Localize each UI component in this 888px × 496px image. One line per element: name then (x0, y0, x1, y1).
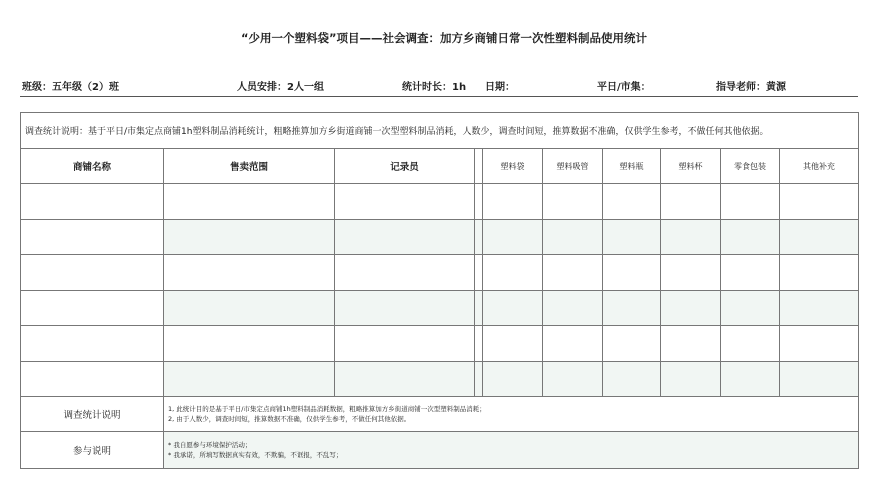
cell[interactable] (335, 255, 475, 291)
stats-note-line: 1, 此统计目的是基于平日/市集定点商铺1h塑料制品消耗数据，粗略推算加方乡街道商铺一次型塑料制品消耗； (168, 405, 486, 413)
stats-note-line: 2, 由于人数少，调查时间短，推算数据不准确，仅供学生参考，不做任何其他依据。 (168, 415, 411, 423)
cell[interactable] (661, 184, 721, 220)
cell[interactable] (483, 326, 543, 362)
stats-note-label: 调查统计说明 (21, 397, 164, 432)
cell[interactable] (164, 290, 335, 326)
cell[interactable] (721, 290, 780, 326)
table-row (21, 326, 859, 362)
cell[interactable] (543, 255, 603, 291)
cell[interactable] (603, 361, 661, 397)
table-row (21, 184, 859, 220)
cell[interactable] (335, 219, 475, 255)
cell (475, 361, 483, 397)
participation-line: * 我承诺，所填写数据真实有效，不欺骗，不诓报，不乱写； (168, 451, 343, 459)
cell[interactable] (543, 326, 603, 362)
cell[interactable] (721, 361, 780, 397)
col-sale-range: 售卖范围 (164, 149, 335, 184)
teacher-info: 指导老师：黄源 (716, 82, 786, 93)
cell[interactable] (603, 184, 661, 220)
date-field: 日期： (485, 82, 515, 93)
cell[interactable] (483, 219, 543, 255)
cell[interactable] (661, 219, 721, 255)
cell[interactable] (721, 326, 780, 362)
cell[interactable] (780, 184, 859, 220)
cell[interactable] (661, 290, 721, 326)
cell[interactable] (603, 290, 661, 326)
col-straw: 塑料吸管 (543, 149, 603, 184)
cell[interactable] (661, 326, 721, 362)
cell (475, 290, 483, 326)
cell[interactable] (661, 361, 721, 397)
cell[interactable] (164, 361, 335, 397)
cell[interactable] (721, 219, 780, 255)
cell[interactable] (21, 255, 164, 291)
table-row (21, 361, 859, 397)
duration-info: 统计时长：1h (402, 82, 467, 93)
cell[interactable] (721, 255, 780, 291)
cell[interactable] (603, 219, 661, 255)
market-field: 平日/市集： (597, 82, 651, 93)
cell[interactable] (21, 326, 164, 362)
table-row (21, 219, 859, 255)
cell[interactable] (603, 326, 661, 362)
cell[interactable] (164, 219, 335, 255)
staff-info: 人员安排：2人一组 (237, 82, 324, 93)
cell (475, 326, 483, 362)
cell[interactable] (780, 361, 859, 397)
cell[interactable] (335, 290, 475, 326)
col-snack-pack: 零食包装 (721, 149, 780, 184)
cell[interactable] (21, 361, 164, 397)
cell[interactable] (21, 290, 164, 326)
cell[interactable] (543, 219, 603, 255)
col-recorder: 记录员 (335, 149, 475, 184)
cell[interactable] (164, 326, 335, 362)
participation-text (164, 432, 859, 469)
table-row (21, 290, 859, 326)
cell[interactable] (543, 184, 603, 220)
participation-row (21, 432, 859, 469)
cell[interactable] (780, 255, 859, 291)
cell[interactable] (21, 219, 164, 255)
cell[interactable] (483, 255, 543, 291)
col-plastic-bag: 塑料袋 (483, 149, 543, 184)
table-row (21, 255, 859, 291)
participation-line: * 我自愿参与环境保护活动； (168, 441, 252, 449)
col-shop-name: 商铺名称 (21, 149, 164, 184)
cell[interactable] (543, 290, 603, 326)
page-title: “少用一个塑料袋”项目——社会调查：加方乡商铺日常一次性塑料制品使用统计 (240, 31, 648, 45)
cell[interactable] (164, 184, 335, 220)
survey-table (20, 112, 859, 469)
table-header-row (21, 149, 859, 184)
cell[interactable] (335, 184, 475, 220)
col-cup: 塑料杯 (661, 149, 721, 184)
cell (475, 184, 483, 220)
header-rule (20, 96, 858, 97)
cell[interactable] (21, 184, 164, 220)
col-bottle: 塑料瓶 (603, 149, 661, 184)
cell (475, 219, 483, 255)
stats-note-text (164, 397, 859, 432)
info-row (22, 78, 858, 94)
col-other: 其他补充 (780, 149, 859, 184)
col-spacer (475, 149, 483, 184)
cell[interactable] (603, 255, 661, 291)
cell[interactable] (483, 184, 543, 220)
cell (475, 255, 483, 291)
survey-description: 调查统计说明：基于平日/市集定点商铺1h塑料制品消耗统计，粗略推算加方乡街道商铺一次型塑料制品消耗，人数少，调查时间短，推算数据不准确，仅供学生参考，不做任何其他依据。 (21, 113, 859, 149)
stats-note-row (21, 397, 859, 432)
class-info: 班级：五年级（2）班 (22, 82, 119, 93)
cell[interactable] (780, 326, 859, 362)
cell[interactable] (780, 219, 859, 255)
cell[interactable] (780, 290, 859, 326)
cell[interactable] (483, 361, 543, 397)
cell[interactable] (661, 255, 721, 291)
cell[interactable] (164, 255, 335, 291)
participation-label: 参与说明 (21, 432, 164, 469)
cell[interactable] (335, 326, 475, 362)
cell[interactable] (721, 184, 780, 220)
cell[interactable] (543, 361, 603, 397)
cell[interactable] (483, 290, 543, 326)
cell[interactable] (335, 361, 475, 397)
